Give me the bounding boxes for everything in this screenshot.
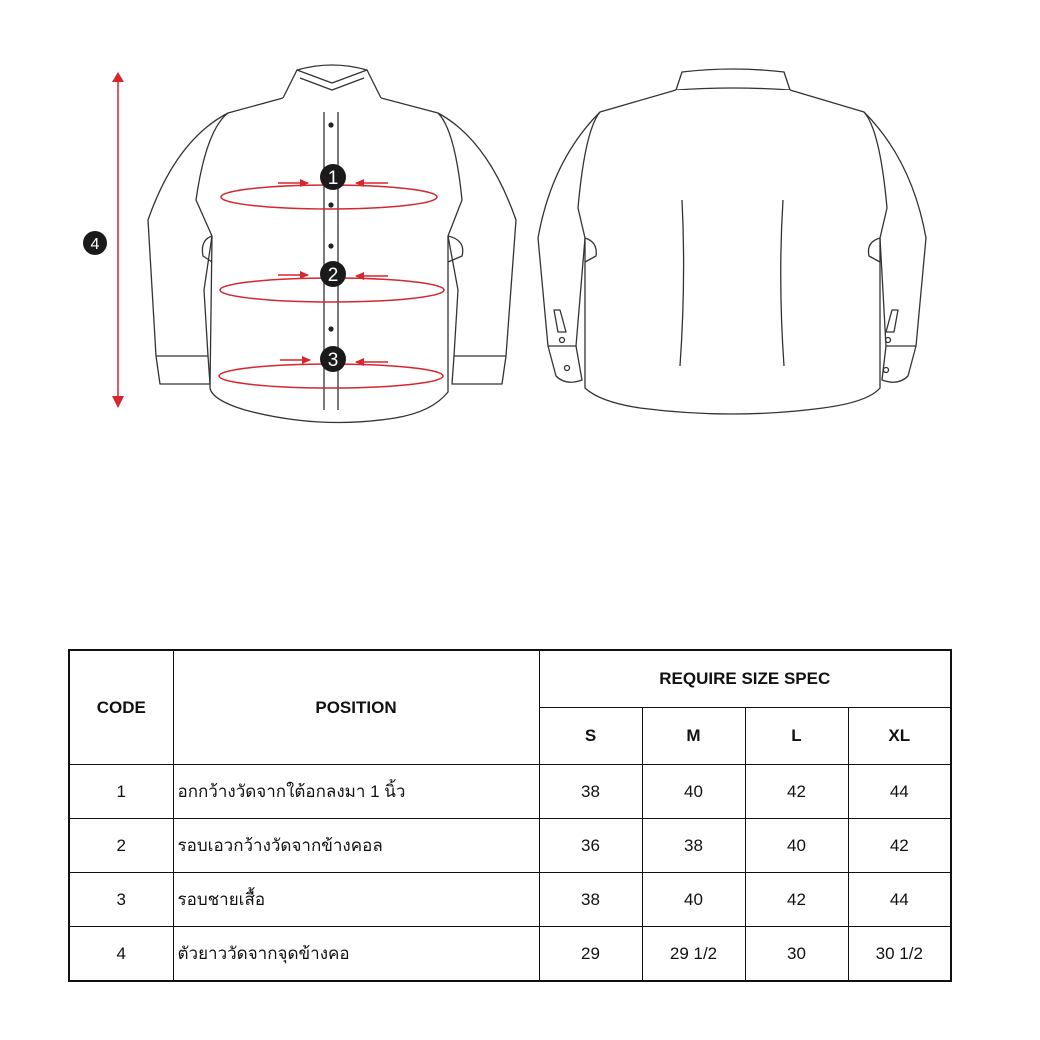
svg-text:2: 2 [327,265,339,286]
require-size-spec-header: REQUIRE SIZE SPEC [539,650,951,708]
row-value-s: 38 [539,873,642,927]
row-code: 2 [69,819,173,873]
row-code: 1 [69,765,173,819]
shirt-back-drawing [538,69,926,414]
svg-text:3: 3 [327,350,339,371]
row-value-s: 36 [539,819,642,873]
row-code: 4 [69,927,173,982]
row-value-m: 40 [642,873,745,927]
table-row [69,765,951,819]
table-row [69,873,951,927]
row-value-l: 42 [745,765,848,819]
code-header: CODE [69,650,173,765]
row-value-xl: 44 [848,873,951,927]
row-value-l: 40 [745,819,848,873]
table-row [69,819,951,873]
svg-text:4: 4 [90,236,100,253]
size-header-s: S [539,708,642,765]
row-value-xl: 44 [848,765,951,819]
row-value-m: 38 [642,819,745,873]
row-position: รอบเอวกว้างวัดจากข้างคอล [173,819,539,873]
table-row [69,927,951,982]
badge-4 [83,231,107,255]
size-spec-table [68,649,952,982]
row-value-m: 40 [642,765,745,819]
row-value-s: 38 [539,765,642,819]
row-value-xl: 30 1/2 [848,927,951,982]
badge-2 [320,261,346,287]
badge-1 [320,164,346,190]
row-position: อกกว้างวัดจากใต้อกลงมา 1 นิ้ว [173,765,539,819]
size-header-l: L [745,708,848,765]
row-value-s: 29 [539,927,642,982]
row-code: 3 [69,873,173,927]
size-header-m: M [642,708,745,765]
row-value-l: 30 [745,927,848,982]
badge-3 [320,346,346,372]
size-header-xl: XL [848,708,951,765]
svg-text:1: 1 [327,168,339,189]
position-header: POSITION [173,650,539,765]
row-value-l: 42 [745,873,848,927]
row-position: ตัวยาววัดจากจุดข้างคอ [173,927,539,982]
row-value-xl: 42 [848,819,951,873]
row-value-m: 29 1/2 [642,927,745,982]
row-position: รอบชายเสื้อ [173,873,539,927]
